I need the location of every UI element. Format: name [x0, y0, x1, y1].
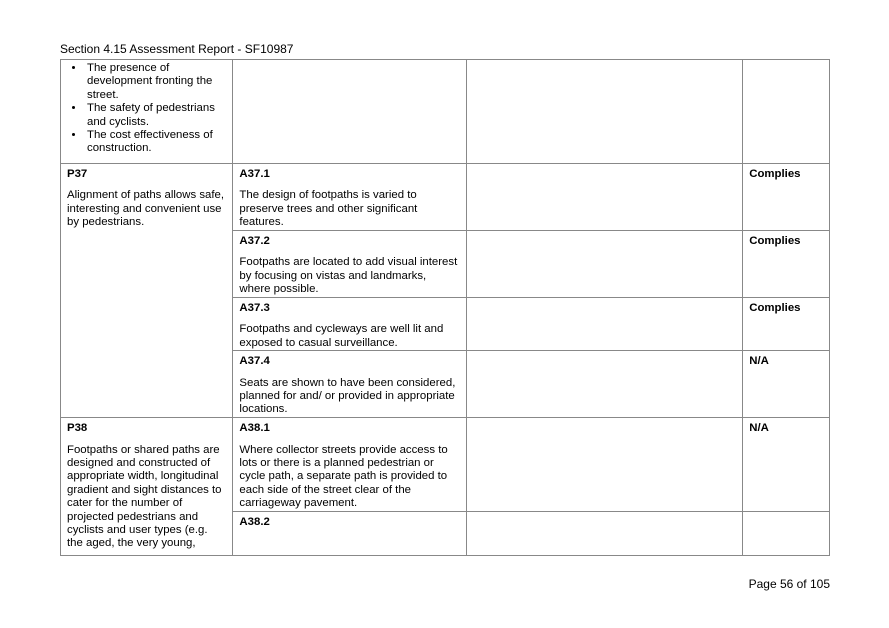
- status-cell: Complies: [743, 231, 830, 298]
- comment-cell: [466, 512, 742, 556]
- acceptable-solution-cell: [233, 298, 466, 351]
- acceptable-solution-cell: [233, 164, 466, 231]
- criteria-text: Alignment of paths allows safe, interesting and convenient use by pedestrians.: [67, 189, 225, 229]
- criteria-code: P37: [67, 168, 88, 180]
- solution-code: A37.1: [239, 168, 270, 180]
- acceptable-solution-cell: [233, 418, 466, 512]
- status-cell: Complies: [743, 164, 830, 231]
- list-item: • The cost effectiveness of construction.: [85, 129, 226, 156]
- solution-code: A37.2: [239, 235, 270, 247]
- page-header: Section 4.15 Assessment Report - SF10987: [60, 42, 294, 56]
- solution-text: Footpaths are located to add visual interest by focusing on vistas and landmarks, where possible.: [239, 256, 458, 296]
- table-row: [61, 60, 830, 164]
- solution-code: A38.2: [239, 516, 270, 529]
- status-cell: N/A: [743, 418, 830, 512]
- solution-code: A37.4: [239, 355, 270, 368]
- solution-text: Footpaths and cycleways are well lit and exposed to casual surveillance.: [239, 323, 444, 349]
- list-item: • The presence of development fronting the street.: [85, 62, 226, 102]
- page-number: Page 56 of 105: [748, 577, 830, 591]
- status-cell: [743, 512, 830, 556]
- criteria-text: Footpaths or shared paths are designed and constructed of appropriate width, longitudinal gradient and sight distances to cater for the number of projected pedestrians and cyclists and user types (e.g. the aged, the very young,: [67, 443, 222, 550]
- empty-cell: [466, 60, 742, 164]
- table-row: [61, 418, 830, 512]
- comment-cell: [466, 351, 742, 418]
- comment-cell: [466, 164, 742, 231]
- bullet-list: [67, 62, 226, 156]
- performance-criteria-cell: [61, 418, 233, 556]
- solution-text: Where collector streets provide access to lots or there is a planned pedestrian or cycle path, a separate path is provided to each side of the street clear of the carriageway pavement.: [239, 443, 448, 510]
- intro-cell: [61, 60, 233, 164]
- empty-cell: [233, 60, 466, 164]
- solution-code: A37.3: [239, 302, 270, 314]
- acceptable-solution-cell: [233, 512, 466, 556]
- solution-code: A38.1: [239, 422, 270, 435]
- solution-text: Seats are shown to have been considered, planned for and/ or provided in appropriate locations.: [239, 376, 456, 416]
- comment-cell: [466, 231, 742, 298]
- status-cell: N/A: [743, 351, 830, 418]
- empty-cell: [743, 60, 830, 164]
- acceptable-solution-cell: [233, 231, 466, 298]
- comment-cell: [466, 418, 742, 512]
- acceptable-solution-cell: [233, 351, 466, 418]
- list-item: • The safety of pedestrians and cyclists.: [85, 102, 226, 129]
- status-cell: Complies: [743, 298, 830, 351]
- assessment-table: [60, 59, 830, 556]
- table-row: [61, 164, 830, 231]
- solution-text: The design of footpaths is varied to preserve trees and other significant features.: [239, 189, 418, 229]
- performance-criteria-cell: [61, 164, 233, 418]
- criteria-code: P38: [67, 422, 88, 435]
- comment-cell: [466, 298, 742, 351]
